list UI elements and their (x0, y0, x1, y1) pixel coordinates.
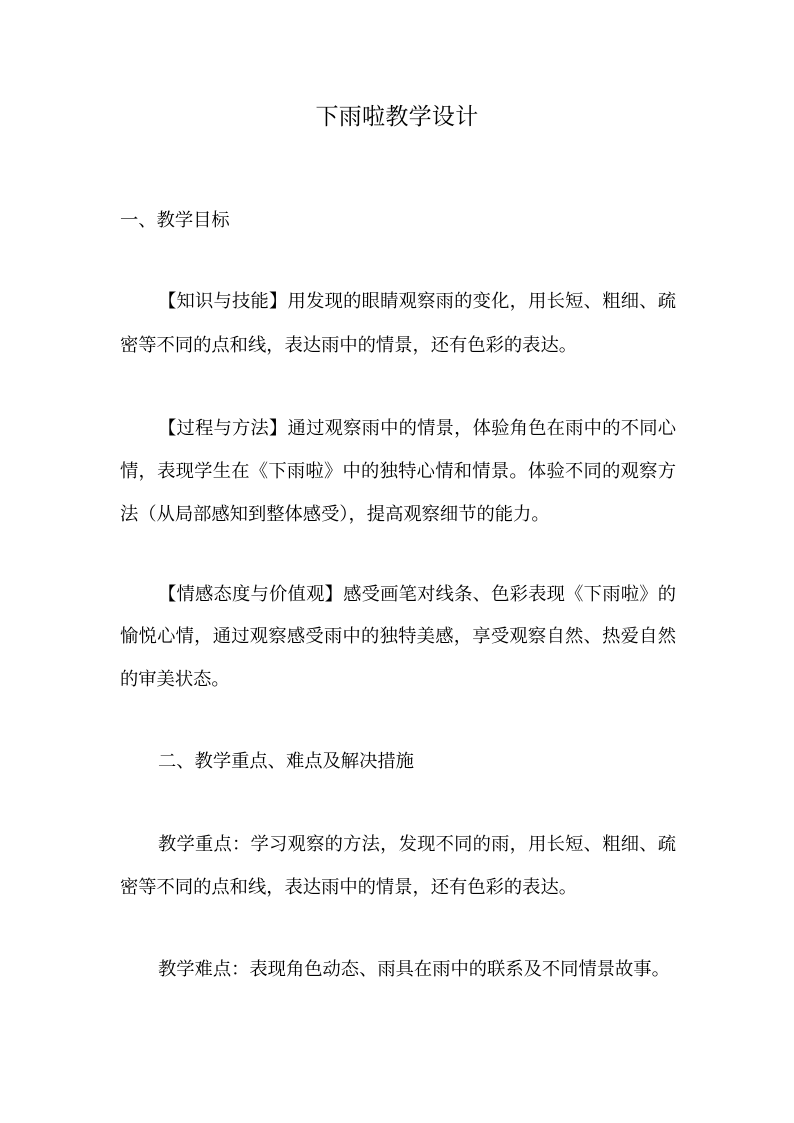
paragraph-line: 【知识与技能】用发现的眼睛观察雨的变化，用长短、粗细、疏 (158, 291, 676, 312)
paragraph-line: 的审美状态。 (120, 669, 230, 690)
paragraph-line: 教学难点：表现角色动态、雨具在雨中的联系及不同情景故事。 (158, 959, 670, 980)
paragraph-line: 教学重点：学习观察的方法，发现不同的雨，用长短、粗细、疏 (158, 834, 676, 855)
section-heading-key-points: 二、教学重点、难点及解决措施 (158, 751, 414, 772)
paragraph-line: 【过程与方法】通过观察雨中的情景，体验角色在雨中的不同心 (158, 418, 676, 439)
paragraph-line: 情，表现学生在《下雨啦》中的独特心情和情景。体验不同的观察方 (120, 461, 676, 482)
paragraph-line: 密等不同的点和线，表达雨中的情景，还有色彩的表达。 (120, 335, 578, 356)
paragraph-line: 【情感态度与价值观】感受画笔对线条、色彩表现《下雨啦》的 (158, 584, 676, 605)
paragraph-line: 密等不同的点和线，表达雨中的情景，还有色彩的表达。 (120, 877, 578, 898)
section-heading-objectives: 一、教学目标 (120, 210, 230, 231)
document-title: 下雨啦教学设计 (315, 104, 479, 130)
paragraph-line: 法（从局部感知到整体感受），提高观察细节的能力。 (120, 504, 550, 525)
paragraph-line: 愉悦心情，通过观察感受雨中的独特美感，享受观察自然、热爱自然 (120, 626, 676, 647)
